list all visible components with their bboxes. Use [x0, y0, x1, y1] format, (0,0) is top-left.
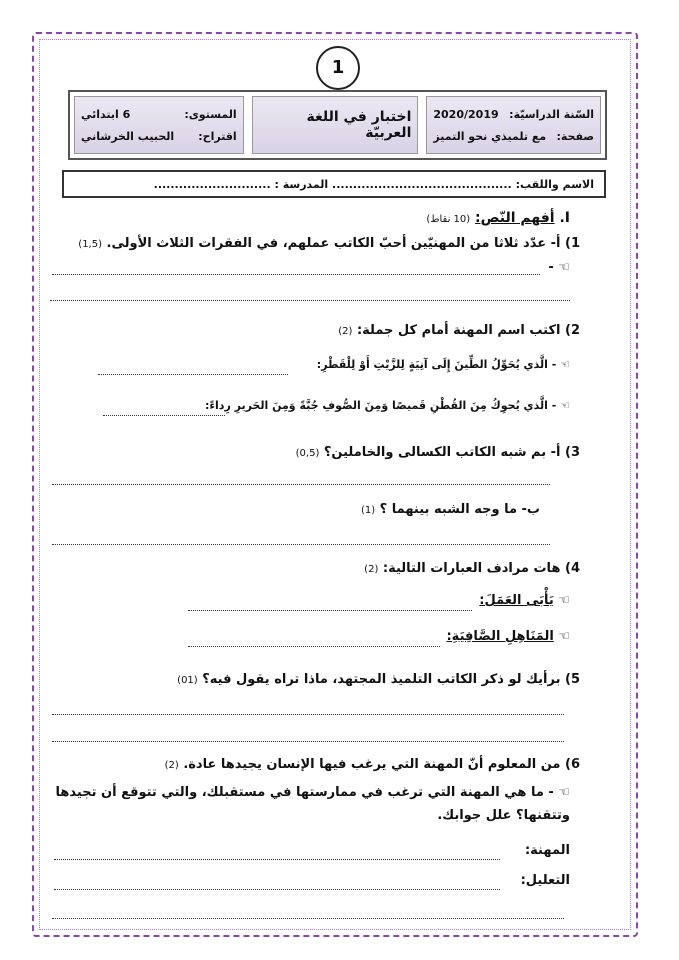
answer-line[interactable] [54, 889, 500, 890]
pointer-icon: ☜ [560, 399, 570, 412]
header-title-cell [252, 96, 419, 154]
section-heading [426, 210, 570, 226]
answer-line[interactable] [188, 646, 440, 647]
answer-line[interactable] [52, 741, 564, 742]
question-5: 5) برأيك لو ذكر الكاتب التلميذ المجتهد، ماذا تراه يقول فيه؟ (01) [177, 672, 580, 687]
page-value: مع تلميذي نحو التميز [433, 129, 547, 143]
question-3-sub-b: ب- ما وجه الشبه بينهما ؟ (1) [360, 502, 540, 517]
proposal-label: اقتراح: [198, 129, 237, 143]
proposal-value: الحبيب الخرشاني [81, 129, 175, 143]
question-1: 1) أ- عدّد ثلاثا من المهنيّين أحبّ الكاتب عملهم، في الفقرات الثلاث الأولى. (1,5) [78, 236, 580, 251]
question-6: 6) من المعلوم أنّ المهنة التي يرغب فيها الإنسان يجيدها عادة. (2) [164, 757, 580, 772]
pointer-icon: ☜ [558, 260, 570, 275]
answer-line[interactable] [52, 484, 550, 485]
question-4: 4) هات مرادف العبارات التالية: (2) [364, 561, 580, 576]
answer-line[interactable] [98, 374, 288, 375]
question-6-line-2: وتتقنها؟ علل جوابك. [437, 808, 570, 823]
section-points: (10 نقاط) [426, 214, 471, 225]
pointer-icon: ☜ [558, 629, 570, 644]
question-4-word-1: ☜ يَأْبَى العَمَلَ: [479, 593, 570, 608]
exam-title: اختبار في اللغة العربيّة [306, 109, 412, 141]
question-2-sub-2: ☜ - الَّذي يُحوِكُ مِنَ القُطْنِ قَميصًا وَمِنَ الصُّوفِ جُبَّةً وَمِنَ الحَريرِ رِداءً: [205, 399, 570, 412]
section-numeral: I. [559, 210, 570, 226]
answer-line[interactable] [52, 544, 550, 545]
question-4-word-2: ☜ المَنَاهِلِ الصَّافِيَةِ: [446, 629, 570, 644]
header-left-cell [74, 96, 244, 154]
section-title: أفهم النّص: [475, 210, 555, 226]
level-label: المستوى: [184, 107, 237, 121]
answer-line[interactable] [52, 714, 564, 715]
job-label: المهنة: [524, 843, 570, 858]
answer-line[interactable] [50, 300, 570, 301]
name-row [62, 170, 606, 198]
school-year-label: السّنة الدراسيّة: [509, 107, 594, 121]
school-dots[interactable]: ............................ [153, 178, 271, 191]
name-dots[interactable]: ........................................... [332, 178, 512, 191]
school-label: المدرسة : [274, 178, 329, 191]
header-box [68, 90, 607, 160]
question-2: 2) اكتب اسم المهنة أمام كل جملة: (2) [338, 323, 580, 338]
answer-line[interactable] [52, 274, 540, 275]
question-1-bullet: ☜ - [548, 260, 570, 275]
answer-line[interactable] [52, 918, 564, 919]
pointer-icon: ☜ [558, 593, 570, 608]
pointer-icon: ☜ [558, 785, 570, 800]
question-6-line-1: ☜ - ما هي المهنة التي ترغب في ممارستها في مستقبلك، والتي تتوقع أن تجيدها [55, 785, 570, 800]
page-number: 1 [316, 46, 360, 90]
header-right-cell [426, 96, 601, 154]
reason-label: التعليل: [520, 873, 570, 888]
answer-line[interactable] [103, 415, 225, 416]
question-2-sub-1: ☜ - الَّذي يُحَوِّلُ الطِّينَ إِلَى آنِيَةٍ لِلزَّيْتِ أَوْ لِلْقَطْرِ: [316, 358, 570, 371]
answer-line[interactable] [188, 610, 472, 611]
school-year-value: 2020/2019 [433, 107, 499, 121]
page-label: صفحة: [556, 129, 594, 143]
level-value: 6 ابتدائي [81, 107, 131, 121]
name-label: الاسم واللقب: [515, 178, 594, 191]
question-3: 3) أ- بم شبه الكاتب الكسالى والخاملين؟ (0,5) [295, 445, 580, 460]
answer-line[interactable] [54, 859, 500, 860]
pointer-icon: ☜ [560, 358, 570, 371]
